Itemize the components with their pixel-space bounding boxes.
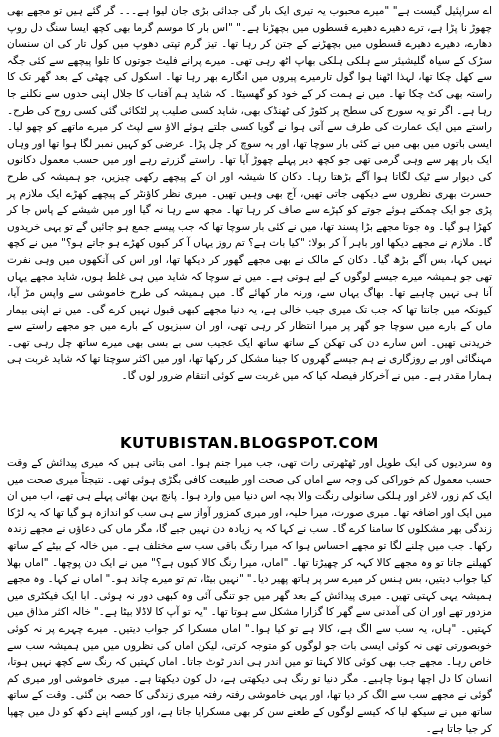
story-paragraph-1: اے سراپئیل گیست ہے" "میرے محبوب یہ تیری ایک بار گی جدائی بڑی جان لیوا ہے۔۔۔ گر گئے ہیں تو مجھے بھی چھوڑ نا پڑا ہے، ترے دھیرے دھیرے قسطوں میں بچھڑنا ہے۔" "اس بار کا موسم گرما بھی کچھ ایسا سنگ دل روپ دھارے، دھیرے دھیرے قسطوں میں بچھڑنے کے جتن کر رہا تھا۔ تیز گرم تپتی دھوپ میں کول تار کی ان سنسان سڑک کے سیاہ گلیشیئر سے ہلکی ہلکی بھاپ اٹھ رہی تھی۔ میرے پرانے فلیٹ جوتوں کا تلوا پیچھے سے کئی جگہ سے کھل چکا تھا، لہذا اٹھنا ہوا گول تارمیرے پیروں میں انگارے بھر رہا تھا۔ اسکول کی چھٹی کے بعد گھر تک کا راستہ بھی کٹ چکا تھا۔ میں نے ہمت کر کے خود کو گھسیٹا۔ کہ شاید ہم آفتاب کا جلال اپنی حدوں سے نکلنے جا رہا ہے۔ اگر تو یہ سورج کی سطح پر کٹوڑ کی ٹھنڈک بھی، شاید کسی صلیب پر لٹکائی گئی کسی روح کی طرح۔ راستے میں ایک عمارت کی طرف سے آتی ہوا نے گویا کسی جلتے ہوئے الاؤ سے لپٹ کر میرے ماتھے کو چھو لیا۔ ایسی باتوں میں بھی میں نے کئی بار سوچا تھا، اور یہ سوچ کر چل پڑا۔ عرضی کو کہیں نمبر لگا ہوا تھا اور وہاں ایک بار پھر سے وہی گرمی تھی جو کچھ دیر پہلے چھوڑ آیا تھا۔ راستے گزرتے رہے اور میں حسب معمول دکانوں کی دیوار سے ٹیک لگاتا ہوا آگے بڑھتا رہا۔ دکان کا شیشہ اور ان کے پیچھے رکھی چیزیں، جو ہمیشہ کی طرح حسرت بھری نظروں سے دیکھی جاتی تھیں، آج بھی وہیں تھیں۔ میری نظر کاؤنٹر کے پیچھے کھڑے ایک ملازم پر پڑی جو ایک چمکتے ہوئے جوتے کو کپڑے سے صاف کر رہا تھا۔ مجھ سے رہا نہ گیا اور میں شیشے کے پاس جا کر کھڑا ہو گیا۔ وہ جوتا مجھے بڑا پسند تھا، میں نے کئی بار سوچا تھا کہ جب پیسے جمع ہو جائیں گے تو یہی خریدوں گا۔ ملازم نے مجھے دیکھا اور باہر آ کر بولا: "کیا بات ہے؟ تم روز یہاں آ کر کیوں کھڑے ہو جاتے ہو؟" میں نے کچھ نہیں کہا، بس آگے بڑھ گیا۔ دکان کے مالک نے بھی مجھے گھور کر دیکھا تھا، اور اس کی آنکھوں میں وہی نفرت تھی جو ہمیشہ میرے جیسے لوگوں کے لیے ہوتی ہے۔ میں نے سوچا کہ شاید میں ہی غلط ہوں، شاید مجھے یہاں آنا ہی نہیں چاہیے تھا۔ بھاگ یہاں سے، ورنہ مار کھائے گا۔ میں ہمیشہ کی طرح خاموشی سے واپس مڑ آیا، کیونکہ میں جانتا تھا کہ جب تک میری جیب خالی ہے، یہ دنیا مجھے کبھی قبول نہیں کرے گی۔ میں نے اپنی بیمار ماں کے بارے میں سوچا جو گھر پر میرا انتظار کر رہی تھی، اور ان سبزیوں کے بارے میں جو مجھے راستے سے خریدنی تھیں۔ اس سارے دن کی تھکن کے ساتھ ساتھ ایک عجیب سی بے بسی بھی میرے ساتھ چل رہی تھی۔ مہنگائی اور بے روزگاری نے ہم جیسے گھروں کا جینا مشکل کر رکھا تھا، اور میں اکثر سوچتا تھا کہ شاید غربت ہی ہمارا مقدر ہے۔ میں نے آخرکار فیصلہ کیا کہ میں غربت سے کوئی انتقام ضرور لوں گا۔ [7,5,492,383]
story-paragraph-2: وہ سردیوں کی ایک طویل اور ٹھٹھرتی رات تھی، جب میرا جنم ہوا۔ امی بتاتی ہیں کہ میری پیدائش کے وقت حسب معمول کم خوراکی کی وجہ سے اماں کی صحت اور طبیعت کافی بگڑی ہوئی تھی۔ نتیجتاً میری صحت میں ایک کم زور، لاغر اور ہلکی سانولی رنگت والا بچہ اس دنیا میں وارد ہوا۔ پانچ بہن بھائی پہلے ہی تھے، اب میں ان میں ایک اور اضافہ تھا۔ میری صورت، میرا حلیہ، اور میری کمزور آواز سے ہی سب کو اندازہ ہو گیا تھا کہ یہ لڑکا زندگی بھر مشکلوں کا سامنا کرے گا۔ سب نے کہا کہ یہ زیادہ دن نہیں جیے گا، مگر ماں کی دعاؤں نے مجھے زندہ رکھا۔ جب میں چلنے لگا تو مجھے احساس ہوا کہ میرا رنگ باقی سب سے مختلف ہے۔ میں خالہ کے بیٹے کے ساتھ کھیلنے جاتا تو وہ مجھے کالا کہہ کر چھیڑتا تھا۔ "اماں، میرا رنگ کالا کیوں ہے؟" میں نے ایک دن پوچھا۔ "اماں بھلا کیا جواب دیتیں، بس ہنس کر میرے سر پر ہاتھ پھیر دیا۔" "نہیں بیٹا، تم تو میرے چاند ہو۔" اماں نے کہا۔ وہ مجھے ہمیشہ یہی کہتی تھیں۔ میری پیدائش کے بعد گھر میں جو تنگی آئی وہ کبھی دور نہ ہوئی۔ ابا ایک فیکٹری میں مزدور تھے اور ان کی آمدنی سے گھر کا گزارا مشکل سے ہوتا تھا۔ "یہ تو آپ کا لاڈلا بیٹا ہے۔" خالہ اکثر مذاق میں کہتیں۔ "ہاں، یہ سب سے الگ ہے، کالا ہے تو کیا ہوا۔" اماں مسکرا کر جواب دیتیں۔ میرے چہرے پر نہ کوئی خوبصورتی تھی نہ کوئی ایسی بات جو لوگوں کو متوجہ کرتی، لیکن اماں کی نظروں میں میں ہمیشہ سب سے خاص رہا۔ مجھے جب بھی کوئی کالا کہتا تو میں اندر ہی اندر ٹوٹ جاتا۔ اماں کہتیں کہ رنگ سے کچھ نہیں ہوتا، انسان کا دل اچھا ہونا چاہیے۔ مگر دنیا تو رنگ ہی دیکھتی ہے، دل کون دیکھتا ہے۔ میری خاموشی اور میری کم گوئی نے مجھے سب سے الگ کر دیا تھا، اور یہی خاموشی رفتہ رفتہ میری زندگی کا حصہ بن گئی۔ وقت کے ساتھ ساتھ میں نے سیکھ لیا کہ کیسے لوگوں کے طعنے سن کر بھی مسکرایا جاتا ہے، اور کیسے اپنے دکھ کو دل میں چھپا کر جیا جاتا ہے۔ [7,457,492,735]
blog-watermark: KUTUBISTAN.BLOGSPOT.COM [120,434,379,452]
